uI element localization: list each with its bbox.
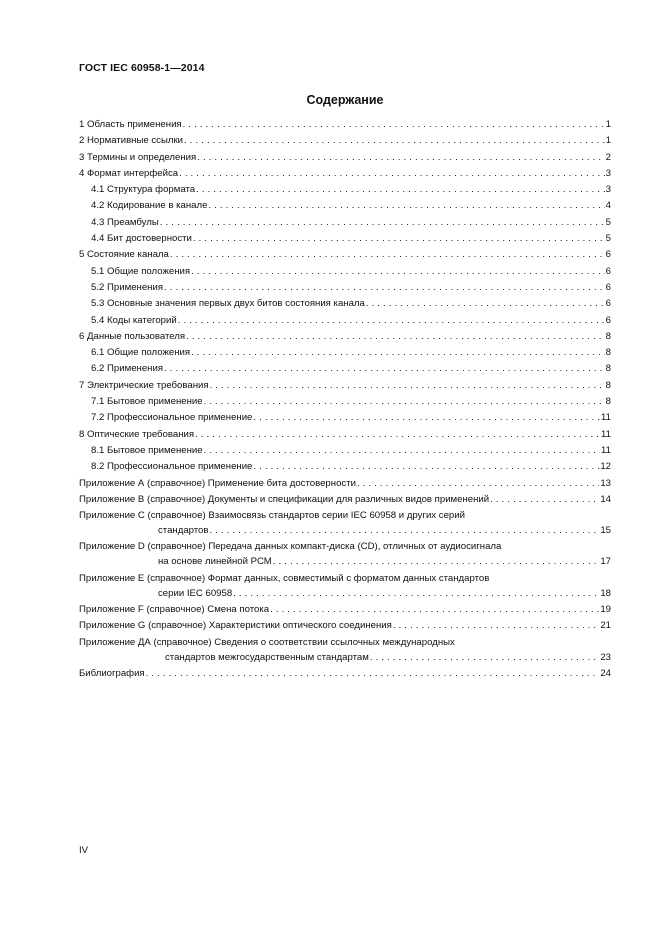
toc-label: 8.1 Бытовое применение [91, 444, 203, 456]
toc-page: 8 [605, 330, 611, 342]
toc-label-line2: серии IEC 60958 [158, 587, 233, 599]
toc-page: 8 [605, 363, 611, 375]
dot-leader [270, 604, 599, 615]
toc-page: 6 [605, 298, 611, 310]
dot-leader [208, 200, 604, 211]
toc-label-line1: Приложение Е (справочное) Формат данных, совместимый с форматом данных стандартов [79, 572, 490, 584]
dot-leader [253, 412, 600, 423]
toc-page: 19 [600, 604, 611, 616]
toc-label: 4.1 Структура формата [91, 184, 196, 196]
toc-entry[interactable] [79, 445, 611, 461]
toc-label: 2 Нормативные ссылки [79, 135, 184, 147]
toc-label-line2: на основе линейной РСМ [158, 556, 272, 568]
toc-label: 4.4 Бит достоверности [91, 233, 192, 245]
dot-leader [204, 445, 600, 456]
toc-page: 11 [601, 412, 611, 424]
dot-leader [191, 347, 605, 358]
toc-entry[interactable] [79, 461, 611, 477]
toc-page: 8 [605, 396, 611, 408]
page-title: Содержание [306, 93, 384, 107]
toc-label: 5.1 Общие положения [91, 265, 191, 277]
toc-entry[interactable] [79, 510, 611, 541]
toc-entry[interactable] [79, 298, 611, 314]
toc-page: 3 [605, 167, 611, 179]
toc-page: 8 [605, 379, 611, 391]
dot-leader [146, 668, 600, 679]
toc-page: 5 [605, 216, 611, 228]
toc-page: 6 [605, 265, 611, 277]
toc-label: 6.1 Общие положения [91, 347, 191, 359]
dot-leader [170, 249, 605, 260]
toc-label: 7.2 Профессиональное применение [91, 412, 253, 424]
dot-leader [164, 363, 605, 374]
toc-label: 5 Состояние канала [79, 249, 169, 261]
toc-entry[interactable] [79, 637, 611, 668]
dot-leader [164, 282, 605, 293]
dot-leader [196, 184, 605, 195]
toc-label: 6 Данные пользователя [79, 330, 186, 342]
toc-label: 8 Оптические требования [79, 428, 195, 440]
dot-leader [191, 266, 605, 277]
toc-entry[interactable] [79, 478, 611, 494]
dot-leader [195, 429, 600, 440]
toc-entry[interactable] [79, 541, 611, 572]
toc-label: 5.2 Применения [91, 281, 164, 293]
dot-leader [179, 168, 605, 179]
toc-entry[interactable] [79, 331, 611, 347]
toc-entry[interactable] [79, 200, 611, 216]
toc-label: 3 Термины и определения [79, 151, 197, 163]
toc-page: 8 [605, 347, 611, 359]
toc-page: 6 [605, 281, 611, 293]
dot-leader [253, 461, 599, 472]
dot-leader [193, 233, 605, 244]
dot-leader [178, 315, 605, 326]
toc-entry[interactable] [79, 233, 611, 249]
toc-entry[interactable] [79, 217, 611, 233]
toc-label: 5.4 Коды категорий [91, 314, 177, 326]
toc-entry[interactable] [79, 573, 611, 604]
toc-page: 1 [605, 119, 611, 130]
toc-page: 5 [605, 233, 611, 245]
toc-page: 11 [601, 444, 611, 456]
toc-label: 1 Область применения [79, 119, 182, 130]
toc-entry[interactable] [79, 620, 611, 636]
dot-leader [357, 478, 599, 489]
toc-entry[interactable] [79, 412, 611, 428]
toc-page: 15 [600, 525, 611, 537]
table-of-contents [79, 119, 611, 684]
dot-leader [490, 494, 599, 505]
toc-label: 4.3 Преамбулы [91, 216, 159, 228]
toc-entry[interactable] [79, 266, 611, 282]
toc-label: Приложение В (справочное) Документы и спецификации для различных видов применений [79, 493, 490, 505]
toc-entry[interactable] [79, 363, 611, 379]
toc-entry[interactable] [79, 119, 611, 135]
toc-entry[interactable] [79, 494, 611, 510]
toc-entry[interactable] [79, 184, 611, 200]
toc-entry[interactable] [79, 668, 611, 684]
toc-entry[interactable] [79, 135, 611, 151]
toc-page: 18 [600, 587, 611, 599]
toc-entry[interactable] [79, 168, 611, 184]
toc-page: 1 [605, 135, 611, 147]
toc-label-line1: Приложение D (справочное) Передача данных компакт-диска (CD), отличных от аудиосигнала [79, 541, 502, 553]
dot-leader [186, 331, 605, 342]
document-header: ГОСТ IEC 60958-1—2014 [79, 62, 205, 74]
toc-label-line2: стандартов межгосударственным стандартам [165, 651, 369, 663]
toc-label: 5.3 Основные значения первых двух битов состояния канала [91, 298, 365, 310]
toc-entry[interactable] [79, 396, 611, 412]
toc-label: 6.2 Применения [91, 363, 164, 375]
toc-label-line1: Приложение ДА (справочное) Сведения о соответствии ссылочных международных [79, 636, 455, 648]
dot-leader [233, 588, 599, 599]
toc-entry[interactable] [79, 347, 611, 363]
toc-label: 4 Формат интерфейса [79, 167, 179, 179]
toc-label: Приложение F (справочное) Смена потока [79, 604, 270, 616]
toc-entry[interactable] [79, 429, 611, 445]
toc-label: Приложение А (справочное) Применение бита достоверности [79, 477, 356, 489]
toc-page: 2 [605, 151, 611, 163]
toc-page: 11 [601, 428, 611, 440]
toc-label: Библиография [79, 667, 145, 679]
dot-leader [204, 396, 605, 407]
toc-page: 21 [600, 620, 611, 632]
toc-entry[interactable] [79, 604, 611, 620]
toc-entry[interactable] [79, 152, 611, 168]
page-number: IV [79, 845, 89, 856]
toc-page: 13 [600, 477, 611, 489]
dot-leader [370, 652, 599, 663]
toc-page: 24 [600, 667, 611, 679]
toc-label: 8.2 Профессиональное применение [91, 461, 253, 473]
toc-page: 14 [600, 493, 611, 505]
toc-label: 7 Электрические требования [79, 379, 209, 391]
toc-entry[interactable] [79, 249, 611, 265]
toc-label: 7.1 Бытовое применение [91, 396, 203, 408]
dot-leader [273, 556, 600, 567]
toc-label: 4.2 Кодирование в канале [91, 200, 208, 212]
toc-page: 6 [605, 249, 611, 261]
dot-leader [366, 298, 605, 309]
toc-label-line2: стандартов [158, 525, 209, 537]
toc-label: Приложение G (справочное) Характеристики оптического соединения [79, 620, 392, 632]
toc-entry[interactable] [79, 315, 611, 331]
dot-leader [160, 217, 605, 228]
toc-label-line1: Приложение С (справочное) Взаимосвязь стандартов серии IEC 60958 и других серий [79, 510, 465, 522]
dot-leader [210, 525, 600, 536]
toc-entry[interactable] [79, 380, 611, 396]
dot-leader [197, 152, 604, 163]
toc-page: 6 [605, 314, 611, 326]
toc-page: 4 [605, 200, 611, 212]
toc-entry[interactable] [79, 282, 611, 298]
dot-leader [393, 620, 600, 631]
toc-page: 23 [600, 651, 611, 663]
dot-leader [184, 135, 605, 146]
toc-page: 17 [600, 556, 611, 568]
dot-leader [210, 380, 605, 391]
dot-leader [183, 119, 605, 130]
toc-page: 12 [600, 461, 611, 473]
toc-page: 3 [605, 184, 611, 196]
